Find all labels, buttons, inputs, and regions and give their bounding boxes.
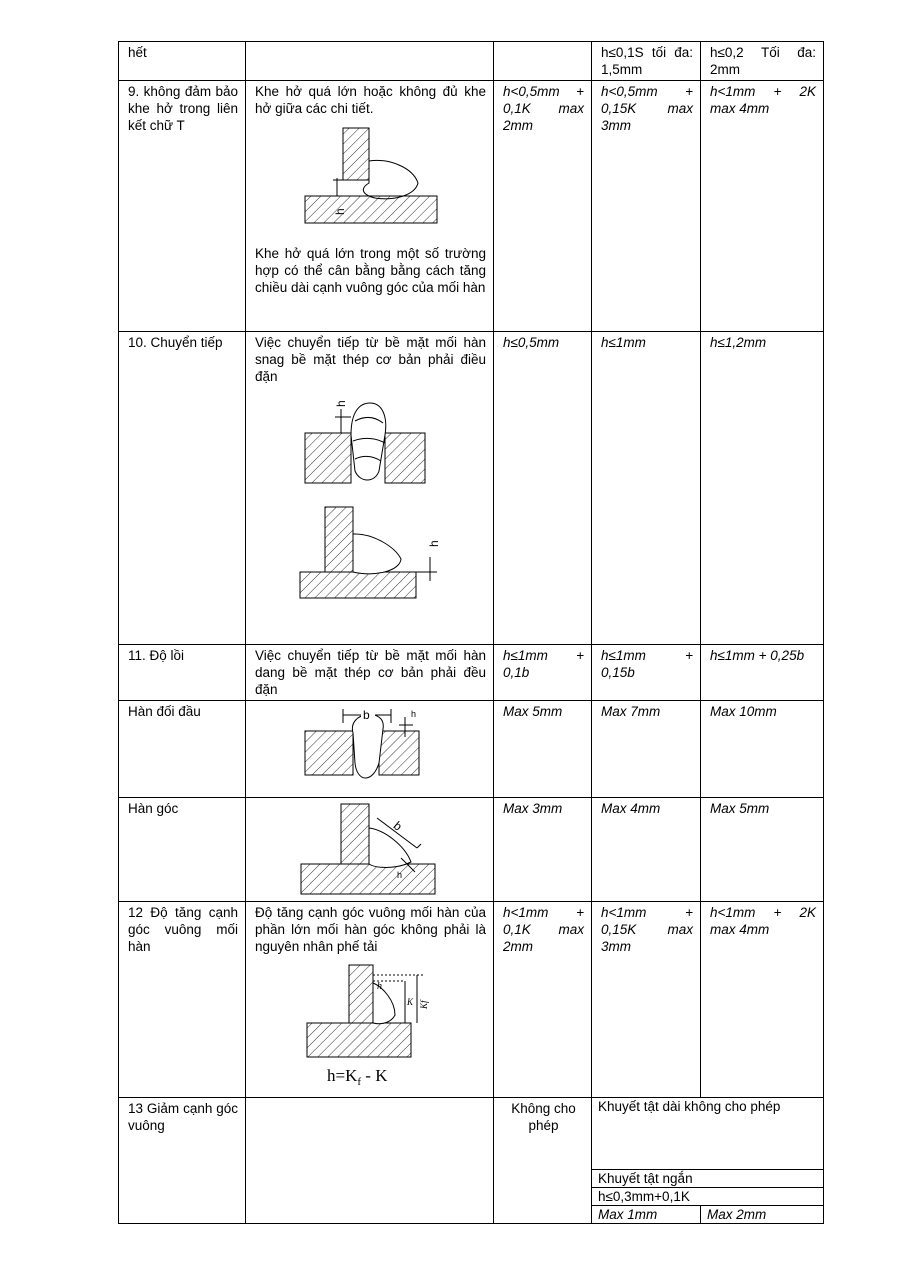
cell-short-defect: Khuyết tật ngắn — [592, 1170, 824, 1188]
cell-level-1: h<0,5mm + 0,1K max 2mm — [494, 81, 592, 332]
cell-name: 13 Giảm cạnh góc vuông — [119, 1098, 246, 1224]
fig-label-k: K — [407, 997, 414, 1007]
cell-level-2: h<1mm + 0,15K max 3mm — [592, 902, 701, 1098]
cell-level-2: h≤1mm — [592, 332, 701, 645]
fig-label-h: h — [333, 208, 347, 215]
formula: $h=K_f - K$ — [327, 1066, 388, 1087]
fillet-transition-figure — [255, 499, 485, 611]
description: Độ tăng cạnh góc vuông mối hàn của phần lớn mối hàn góc không phải là nguyên nhân phế tải — [255, 905, 486, 954]
table-row — [119, 645, 824, 701]
fig-label-h: h — [334, 400, 348, 407]
cell-name: Hàn góc — [119, 798, 246, 902]
cell-level-1: Max 5mm — [494, 701, 592, 798]
cell-desc — [246, 701, 494, 798]
cell-level-3: Max 2mm — [701, 1206, 824, 1224]
cell-level-1: h≤1mm + 0,1b — [494, 645, 592, 701]
cell-level-2: h≤1mm + 0,15b — [592, 645, 701, 701]
table-row — [119, 332, 824, 645]
cell-level-1 — [494, 42, 592, 81]
cell-desc — [246, 902, 494, 1098]
fillet-convexity-figure — [255, 800, 485, 898]
cell-name: hết — [119, 42, 246, 81]
cell-desc — [246, 1098, 494, 1224]
cell-name: 12 Độ tăng cạnh góc vuông mối hàn — [119, 902, 246, 1098]
cell-level-1: Max 3mm — [494, 798, 592, 902]
table-row — [119, 1098, 824, 1170]
cell-level-3: h≤1,2mm — [701, 332, 824, 645]
cell-name: 11. Độ lồi — [119, 645, 246, 701]
table-row — [119, 81, 824, 332]
cell-level-2: Max 1mm — [592, 1206, 701, 1224]
cell-level-3: Max 5mm — [701, 798, 824, 902]
description-note: Khe hở quá lớn trong một số trường hợp có thể cân bằng bằng cách tăng chiều dài cạnh vuông góc của mối hàn — [255, 246, 486, 295]
cell-long-defect: Khuyết tật dài không cho phép — [592, 1098, 824, 1170]
cell-short-formula: h≤0,3mm+0,1K — [592, 1188, 824, 1206]
cell-level-1: Không cho phép — [494, 1098, 592, 1224]
butt-convexity-figure — [255, 703, 485, 791]
description: Việc chuyển tiếp từ bề mặt mối hàn snag bề mặt thép cơ bản phải điều đặn — [255, 335, 486, 384]
cell-desc — [246, 798, 494, 902]
cell-level-2: Max 7mm — [592, 701, 701, 798]
table-row — [119, 701, 824, 798]
defect-table — [118, 41, 824, 1224]
table-row — [119, 902, 824, 1098]
cell-desc — [246, 332, 494, 645]
cell-level-3: Max 10mm — [701, 701, 824, 798]
cell-level-2: h<0,5mm + 0,15K max 3mm — [592, 81, 701, 332]
t-joint-gap-figure — [255, 123, 485, 241]
cell-name: 10. Chuyển tiếp — [119, 332, 246, 645]
fig-label-h: h — [411, 709, 417, 719]
leg-excess-figure — [255, 961, 485, 1087]
table-row — [119, 42, 824, 81]
fig-label-h2: h — [427, 540, 441, 547]
cell-level-3: h≤1mm + 0,25b — [701, 645, 824, 701]
cell-level-2: Max 4mm — [592, 798, 701, 902]
cell-desc — [246, 81, 494, 332]
cell-level-2: h≤0,1S tối đa: 1,5mm — [592, 42, 701, 81]
cell-desc — [246, 42, 494, 81]
fig-label-b: b — [390, 818, 405, 834]
fig-label-kf: Kf — [419, 1000, 429, 1009]
fig-label-h: h — [377, 981, 382, 992]
table-row — [119, 798, 824, 902]
cell-level-3: h<1mm + 2K max 4mm — [701, 81, 824, 332]
fig-label-b: b — [363, 708, 370, 722]
cell-name: 9. không đảm bảo khe hở trong liên kết chữ T — [119, 81, 246, 332]
description: Khe hở quá lớn hoặc không đủ khe hở giữa các chi tiết. — [255, 84, 486, 116]
cell-level-1: h≤0,5mm — [494, 332, 592, 645]
fig-label-h: h — [397, 870, 403, 880]
cell-level-3: h≤0,2 Tối đa: 2mm — [701, 42, 824, 81]
cell-desc: Việc chuyển tiếp từ bề mặt mối hàn dang bề mặt thép cơ bản phải đều đặn — [246, 645, 494, 701]
cell-name: Hàn đối đầu — [119, 701, 246, 798]
cell-level-1: h<1mm + 0,1K max 2mm — [494, 902, 592, 1098]
butt-transition-figure — [255, 391, 485, 499]
cell-level-3: h<1mm + 2K max 4mm — [701, 902, 824, 1098]
